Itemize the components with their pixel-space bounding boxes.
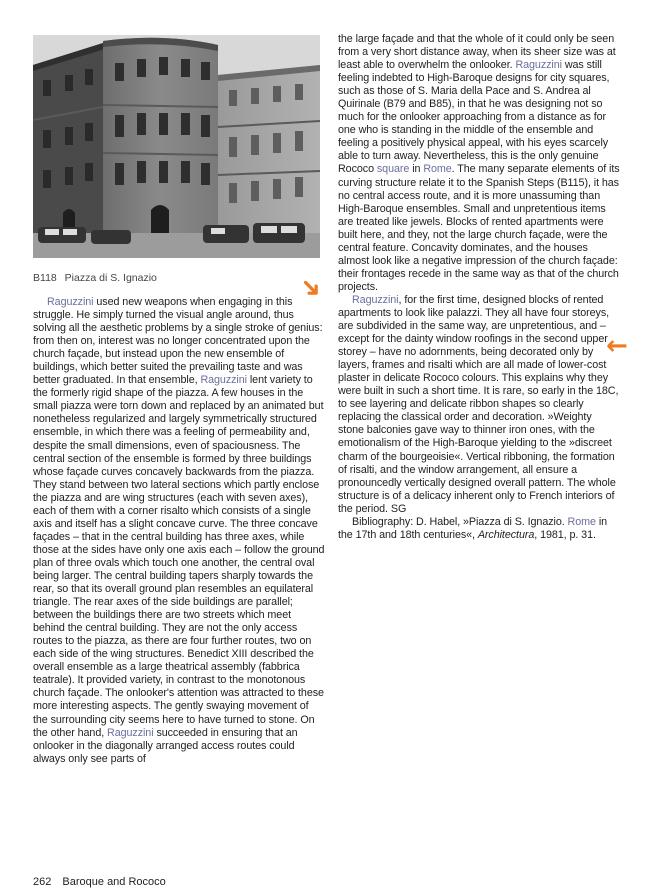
left-text-column: [33, 296, 325, 766]
inline-link[interactable]: Raguzzini: [107, 726, 154, 739]
inline-link[interactable]: Raguzzini: [200, 374, 247, 387]
bibliography: Bibliography: D. Habel, »Piazza di S. Ignazio. Rome in the 17th and 18th centuries«, Architectura, 1981, p. 31.: [338, 515, 608, 541]
inline-link[interactable]: Raguzzini: [352, 293, 399, 306]
author-initials: SG: [390, 502, 407, 515]
page-number: 262: [33, 876, 52, 888]
inline-link[interactable]: Rome: [423, 163, 452, 176]
journal-title: Architectura: [477, 528, 535, 541]
section-title: Baroque and Rococo: [62, 876, 166, 888]
arrow-down-left-icon: ➜: [292, 269, 330, 307]
photo-caption: [33, 272, 320, 285]
right-text-column: [338, 33, 620, 542]
inline-link[interactable]: Raguzzini: [515, 59, 562, 72]
right-paragraph-1: the large façade and that the whole of it could only be seen from a very short distance away, when its sheer size was at least able to overwhelm the onlooker. Raguzzini was still feeling indebted to High-Baroque designs for city squares, such as those of S. Maria della Pace and S. Andrea al Quirinale (B79 and B85), in that he was designing not so much for the onlooker approaching from a distance as for one who is standing in the middle of the ensemble and feeling a positively physical appeal, with his eyes scarcely able to turn away. Nevertheless, this is the only genuine Rococo square in Rome. The many separate elements of its curving structure relate it to the Spanish Steps (B115), it has no central access route, and it is more unassuming than High-Baroque ensembles. Small and unpretentious items are treated like jewels. Blocks of rented apartments were built here, and they, not the large church façade, were the central feature. Concavity dominates, and the houses almost look like a negative impression of the church façade: their frontages recede in the same way as that of the church projects.: [338, 33, 620, 293]
caption-title: Piazza di S. Ignazio: [64, 272, 157, 284]
arrow-left-icon: ←: [606, 331, 628, 361]
piazza-photo: [33, 35, 320, 258]
caption-code: B118: [33, 272, 57, 284]
inline-link[interactable]: square: [376, 163, 410, 176]
piazza-photo-image: [33, 35, 320, 258]
left-paragraph-1: Raguzzini used new weapons when engaging in this struggle. He simply turned the visual angle around, thus solving all the aesthetic problems by a single stroke of genius: from then on, interest was no longer concentrated upon the church façade, but instead upon the new ensemble of buildings, which better suited the prevailing taste and was better graduated. In that ensemble, Raguzzini lent variety to the formerly rigid shape of the piazza. A few houses in the small piazza were torn down and replaced by an animated but nonetheless regularized and largely symmetrically structured ensemble, in which there was a feeling of permeability and, despite the small dimensions, even of spaciousness. The central section of the ensemble is formed by three buildings whose façade curves concavely backwards from the piazza. They stand between two lateral sections which partly enclose the piazza and are wing structures (each with seven axes), each of them with a corner risalto which consists of a single axis and itself has a slight concave curve. The three concave façades – that in the central building has three axes, while those at the sides have only one axis each – follow the ground plan of three ovals which touch one another, the central oval being larger. The central building tapers sharply towards the rear, so that its overall ground plan resembles an equilateral triangle. The rear axes of the side buildings are parallel; between the buildings there are two streets which meet behind the central building. They are not the only access routes to the piazza, as there are four further routes, two on each side of the wing structures. Benedict XIII described the overall ensemble as a large theatrical assembly (fabbrica teatrale). It provided variety, in contrast to the monotonous church façade. The onlooker's attention was attracted to these more interesting aspects. The gently swaying movement of the surrounding city seems here to have turned to stone. On the other hand, Raguzzini succeeded in ensuring that an onlooker in the diagonally arranged access routes could always only see parts of: [33, 296, 325, 765]
page-footer: [33, 876, 166, 889]
inline-link[interactable]: Rome: [567, 515, 596, 528]
inline-link[interactable]: Raguzzini: [47, 296, 94, 308]
right-paragraph-2: Raguzzini, for the first time, designed blocks of rented apartments to look like palazzi. They all have four storeys, are subdivided in the same way, are unpretentious, and – except for the dainty window roofings in the second upper storey – have no adornments, being decorated only by layers, frames and risalti which are all made of lower-cost plaster in delicate Rococo colours. This explains why they were built in such a short time. It is rare, so early in the 18C, to see layering and delicate ribbon shapes so clearly replacing the classical order and decoration. »Weighty stone balconies gave way to thinner iron ones, with the emotionalism of the High-Baroque yielding to the »discreet charm of the bourgeoisie«. Vertical ribboning, the formation of risalti, and the window arrangement, all ensure a pronouncedly vertically designed overall pattern. The whole structure is of a delicacy inherent only to French interiors of the period. SG: [338, 293, 619, 515]
